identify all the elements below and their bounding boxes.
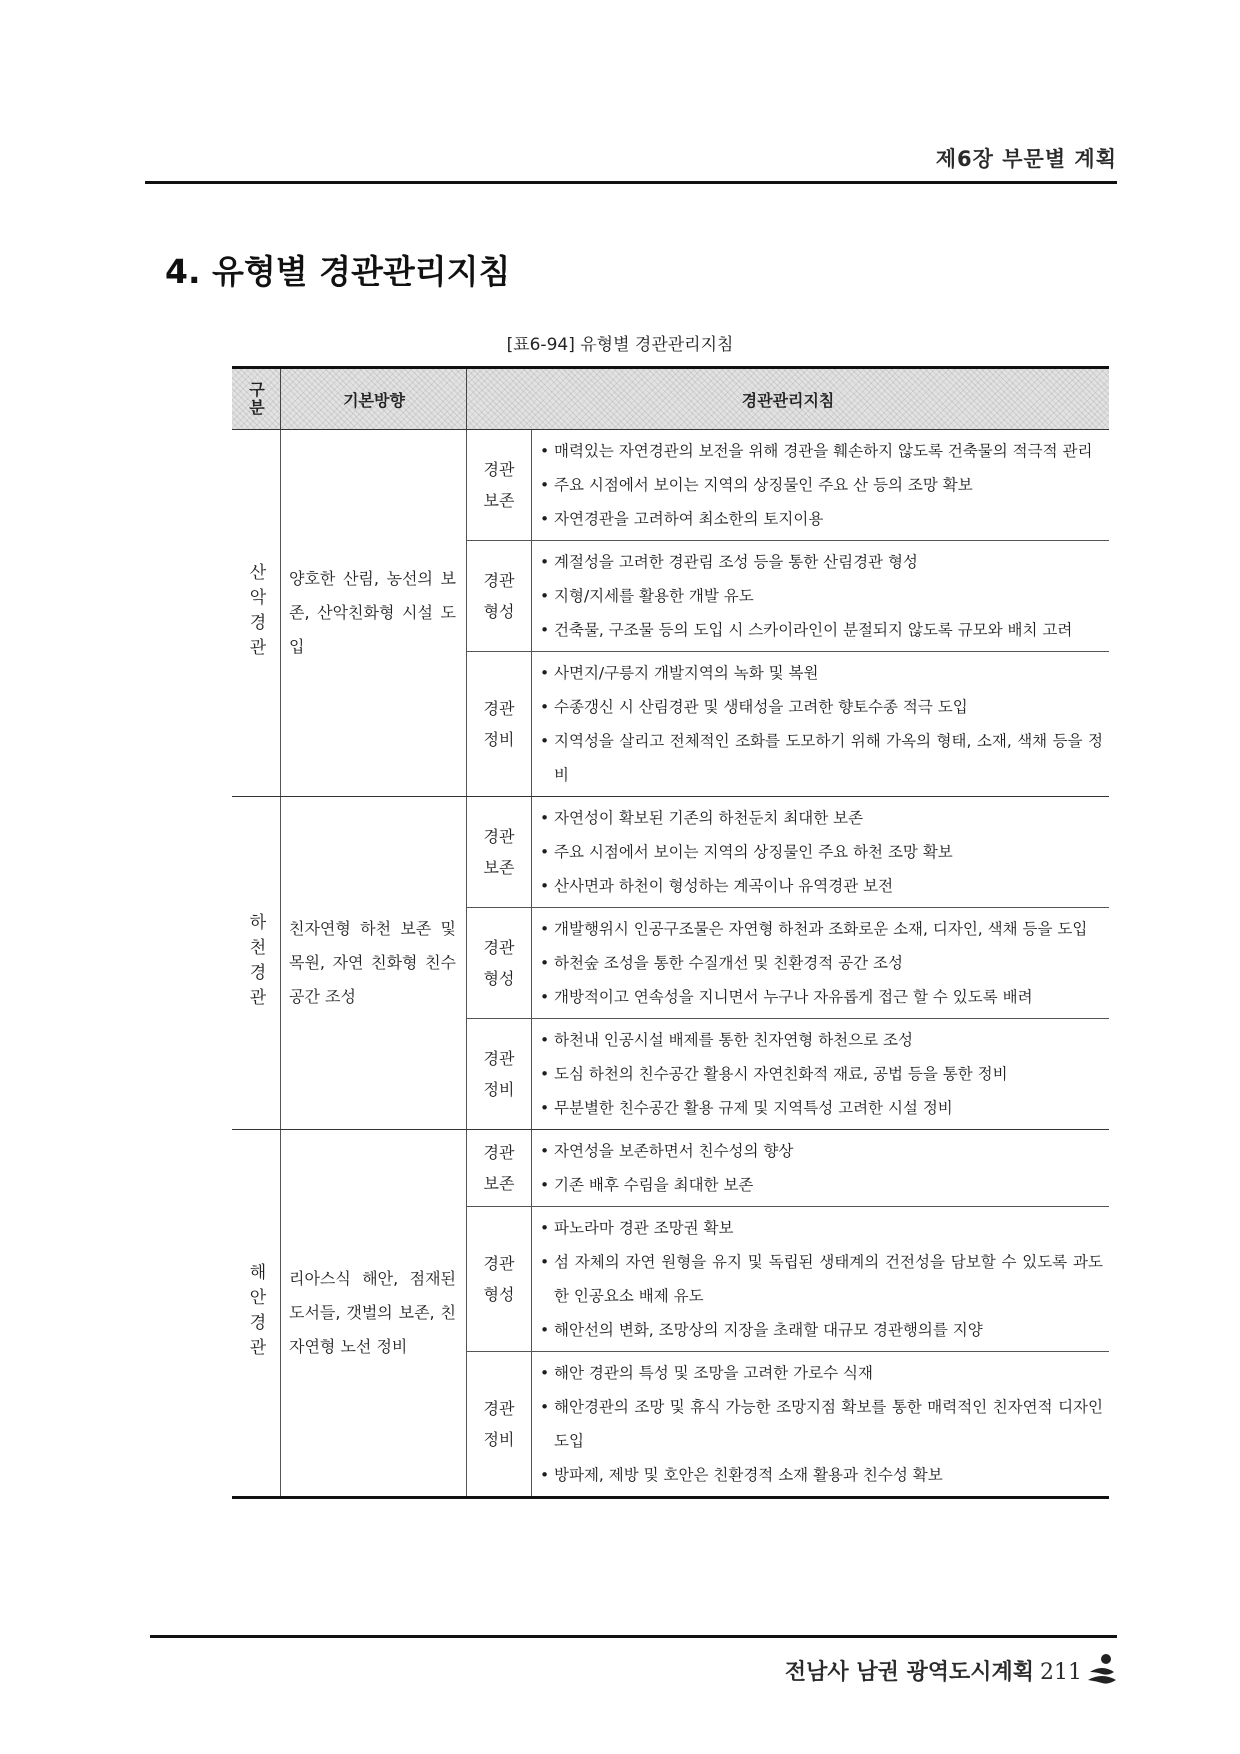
region-name: 산악경관	[245, 563, 266, 663]
sub-form	[467, 541, 1109, 652]
publisher-logo-icon	[1086, 1652, 1118, 1686]
sub-label: 경관 정비	[467, 1019, 532, 1129]
guideline-item: • 산사면과 하천이 형성하는 계곡이나 유역경관 보전	[538, 869, 1103, 903]
guideline-item: • 파노라마 경관 조망권 확보	[538, 1211, 1103, 1245]
guideline-item: • 개발행위시 인공구조물은 자연형 하천과 조화로운 소재, 디자인, 색채 등을 도입	[538, 912, 1103, 946]
sub-preserve	[467, 1130, 1109, 1207]
region-name: 하천경관	[245, 913, 266, 1013]
sub-label: 경관 정비	[467, 1352, 532, 1496]
guideline-item: • 자연경관을 고려하여 최소한의 토지이용	[538, 502, 1103, 536]
sub-label: 경관 형성	[467, 1207, 532, 1351]
guideline-item: • 사면지/구릉지 개발지역의 녹화 및 복원	[538, 656, 1103, 690]
sub-preserve	[467, 797, 1109, 908]
guideline-item: • 하천내 인공시설 배제를 통한 친자연형 하천으로 조성	[538, 1023, 1103, 1057]
region-basic-direction: 친자연형 하천 보존 및 목원, 자연 친화형 친수공간 조성	[280, 797, 466, 1129]
sub-label: 경관 보존	[467, 430, 532, 540]
sub-maintain	[467, 1352, 1109, 1496]
sub-form	[467, 908, 1109, 1019]
sub-label: 경관 형성	[467, 541, 532, 651]
sub-label: 경관 보존	[467, 797, 532, 907]
guideline-item: • 개방적이고 연속성을 지니면서 누구나 자유롭게 접근 할 수 있도록 배려	[538, 980, 1103, 1014]
guideline-table	[232, 366, 1109, 1499]
sub-label: 경관 정비	[467, 652, 532, 796]
guideline-item: • 자연성을 보존하면서 친수성의 향상	[538, 1134, 1103, 1168]
sub-form	[467, 1207, 1109, 1352]
header-basic-direction: 기본방향	[280, 369, 467, 429]
guideline-item: • 섬 자체의 자연 원형을 유지 및 독립된 생태계의 건전성을 담보할 수 있도록 과도한 인공요소 배제 유도	[538, 1245, 1103, 1313]
sub-maintain	[467, 1019, 1109, 1129]
guideline-item: • 도심 하천의 친수공간 활용시 자연친화적 재료, 공법 등을 통한 정비	[538, 1057, 1103, 1091]
region-basic-direction: 리아스식 해안, 점재된 도서들, 갯벌의 보존, 친자연형 노선 정비	[280, 1130, 466, 1496]
region-river	[232, 797, 1109, 1130]
chapter-header: 제6장 부문별 계획	[935, 147, 1117, 171]
guideline-item: • 매력있는 자연경관의 보전을 위해 경관을 훼손하지 않도록 건축물의 적극적 관리	[538, 434, 1103, 468]
guideline-item: • 자연성이 확보된 기존의 하천둔치 최대한 보존	[538, 801, 1103, 835]
guideline-item: • 지형/지세를 활용한 개발 유도	[538, 579, 1103, 613]
footer-rule	[150, 1635, 1117, 1638]
region-name: 해안경관	[245, 1263, 266, 1363]
guideline-item: • 지역성을 살리고 전체적인 조화를 도모하기 위해 가옥의 형태, 소재, 색채 등을 정비	[538, 724, 1103, 792]
header-gubun: 구분	[246, 381, 266, 417]
sub-maintain	[467, 652, 1109, 796]
guideline-item: • 계절성을 고려한 경관림 조성 등을 통한 산림경관 형성	[538, 545, 1103, 579]
sub-preserve	[467, 430, 1109, 541]
guideline-item: • 수종갱신 시 산림경관 및 생태성을 고려한 향토수종 적극 도입	[538, 690, 1103, 724]
guideline-item: • 방파제, 제방 및 호안은 친환경적 소재 활용과 친수성 확보	[538, 1458, 1103, 1492]
guideline-item: • 주요 시점에서 보이는 지역의 상징물인 주요 산 등의 조망 확보	[538, 468, 1103, 502]
guideline-item: • 기존 배후 수림을 최대한 보존	[538, 1168, 1103, 1202]
guideline-item: • 해안선의 변화, 조망상의 지장을 초래할 대규모 경관행의를 지양	[538, 1313, 1103, 1347]
guideline-item: • 하천숲 조성을 통한 수질개선 및 친환경적 공간 조성	[538, 946, 1103, 980]
table-header-row	[232, 369, 1109, 430]
guideline-item: • 해안경관의 조망 및 휴식 가능한 조망지점 확보를 통한 매력적인 친자연적 디자인 도입	[538, 1390, 1103, 1458]
section-title: 4. 유형별 경관관리지침	[165, 252, 511, 291]
table-caption: [표6-94] 유형별 경관관리지침	[506, 335, 734, 355]
footer-title: 전남사 남권 광역도시계획	[784, 1660, 1034, 1685]
region-mountain	[232, 430, 1109, 797]
guideline-item: • 무분별한 친수공간 활용 규제 및 지역특성 고려한 시설 정비	[538, 1091, 1103, 1125]
sub-label: 경관 보존	[467, 1130, 532, 1206]
header-guideline: 경관관리지침	[466, 369, 1109, 429]
header-rule	[145, 181, 1117, 184]
region-coast	[232, 1130, 1109, 1499]
guideline-item: • 해안 경관의 특성 및 조망을 고려한 가로수 식재	[538, 1356, 1103, 1390]
guideline-item: • 주요 시점에서 보이는 지역의 상징물인 주요 하천 조망 확보	[538, 835, 1103, 869]
region-basic-direction: 양호한 산림, 농선의 보존, 산악친화형 시설 도입	[280, 430, 466, 796]
guideline-item: • 건축물, 구조물 등의 도입 시 스카이라인이 분절되지 않도록 규모와 배치 고려	[538, 613, 1103, 647]
footer	[785, 1655, 1082, 1686]
page-number: 211	[1040, 1660, 1082, 1685]
sub-label: 경관 형성	[467, 908, 532, 1018]
